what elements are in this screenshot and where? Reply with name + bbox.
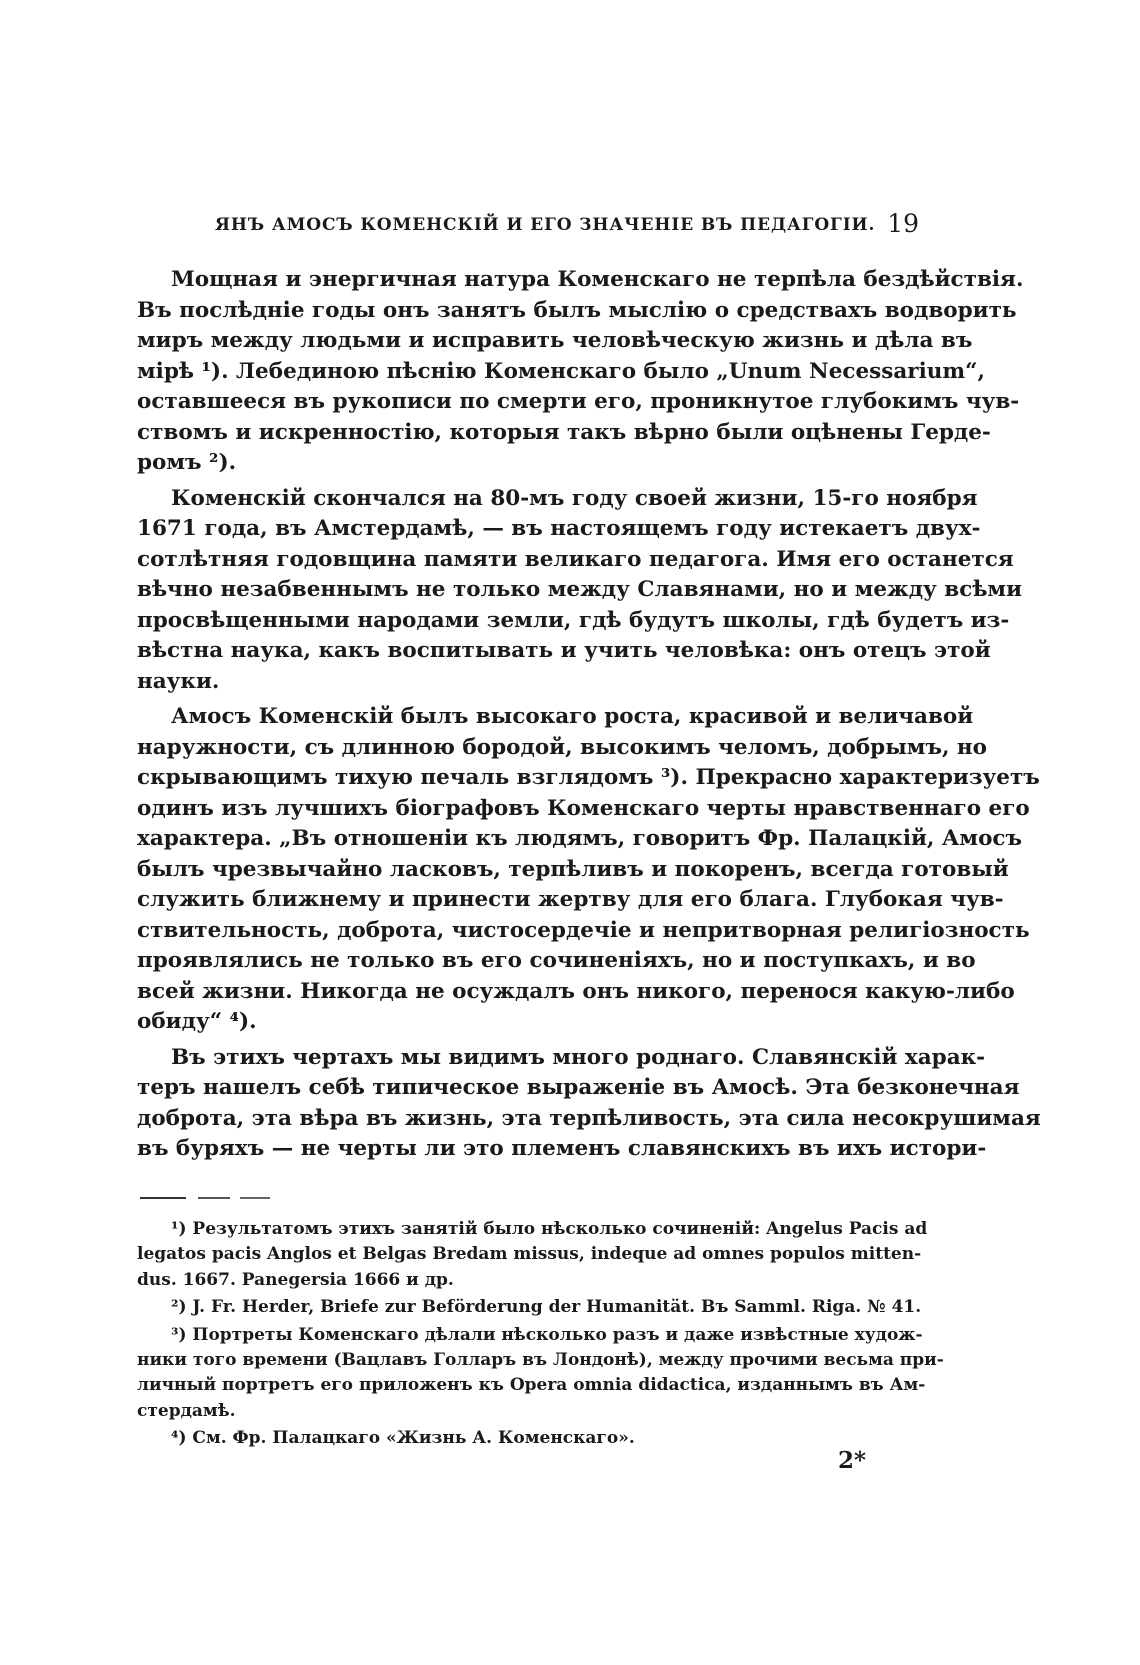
text-line: Мощная и энергичная натура Коменскаго не терпѣла бездѣйствія. [171, 267, 1024, 292]
footnote [137, 1323, 944, 1425]
paragraph [137, 1043, 1041, 1165]
paragraph [137, 265, 1024, 479]
page-number: 19 [887, 209, 919, 238]
footnote-line: ³) Портреты Коменскаго дѣлали нѣсколько разъ и даже извѣстные худож- [171, 1324, 923, 1345]
footnote-line: ⁴) См. Фр. Палацкаго «Жизнь А. Коменскаго». [171, 1428, 635, 1449]
text-line: ствомъ и искренностію, которыя такъ вѣрно были оцѣнены Гердe- [137, 419, 991, 445]
text-line: ромъ ²). [137, 450, 237, 475]
footnote-line: ¹) Результатомъ этихъ занятій было нѣсколько сочиненій: Angelus Pacis ad [171, 1219, 928, 1239]
page-header [181, 211, 919, 241]
text-line: одинъ изъ лучшихъ біографовъ Коменскаго черты нравственнаго его [137, 795, 1030, 821]
text-line: науки. [137, 668, 220, 694]
footnote-line: dus. 1667. Panegersia 1666 и др. [137, 1269, 454, 1290]
text-line: вѣстна наука, какъ воспитывать и учить человѣка: онъ отецъ этой [137, 638, 991, 663]
text-line: оставшееся въ рукописи по смерти его, проникнутое глубокимъ чув- [137, 389, 1020, 414]
text-line: характера. „Въ отношеніи къ людямъ, говоритъ Фр. Палацкій, Амосъ [137, 826, 1023, 851]
text-line: всей жизни. Никогда не осуждалъ онъ никого, перенося какую-либо [137, 978, 1015, 1004]
text-line: скрывающимъ тихую печаль взглядомъ ³). Прекрасно характеризуетъ [137, 765, 1040, 790]
text-line: вѣчно незабвеннымъ не только между Славянами, но и между всѣми [137, 577, 1023, 602]
footnote-line: личный портретъ его приложенъ къ Opera omnia didactica, изданнымъ въ Ам- [137, 1375, 926, 1396]
paragraph [137, 484, 1023, 698]
running-title: ЯНЪ АМОСЪ КОМЕНСКІЙ И ЕГО ЗНАЧЕНІЕ ВЪ ПЕДАГОГІИ. [215, 215, 876, 235]
text-line: сотлѣтняя годовщина памяти великаго педагога. Имя его останется [137, 546, 1014, 572]
text-line: 1671 года, въ Амстердамѣ, — въ настоящемъ году истекаетъ двух- [137, 516, 981, 541]
text-line: мірѣ ¹). Лебединою пѣснію Коменскаго было „Unum Necessarium“, [137, 358, 986, 384]
text-line: былъ чрезвычайно ласковъ, терпѣливъ и покоренъ, всегда готовый [137, 856, 1009, 882]
footnote-line: ники того времени (Вацлавъ Голларъ въ Лондонѣ), между прочими весьма при- [137, 1350, 944, 1371]
text-line: проявлялись не только въ его сочиненіяхъ, но и поступкахъ, и во [137, 948, 976, 973]
text-line: Амосъ Коменскій былъ высокаго роста, красивой и величавой [171, 704, 974, 729]
text-line: Коменскій скончался на 80-мъ году своей жизни, 15-го ноября [171, 485, 978, 511]
text-line: обиду“ ⁴). [137, 1009, 257, 1034]
text-line: доброта, эта вѣра въ жизнь, эта терпѣливость, эта сила несокрушимая [137, 1105, 1041, 1131]
footnote-separator [140, 1197, 310, 1199]
footnote-line: стердамѣ. [137, 1400, 236, 1421]
text-line: въ буряхъ — не черты ли это племенъ славянскихъ въ ихъ истори- [137, 1136, 987, 1161]
footnote [137, 1426, 921, 1451]
footnote-line: ²) J. Fr. Herder, Briefe zur Beförderung der Humanität. Въ Samml. Riga. № 41. [171, 1297, 922, 1318]
text-line: теръ нашелъ себѣ типическое выраженіе въ Амосѣ. Эта безконечная [137, 1075, 1020, 1100]
text-line: просвѣщенными народами земли, гдѣ будутъ школы, гдѣ будетъ из- [137, 607, 1010, 633]
footnote [137, 1295, 921, 1320]
text-line: наружности, съ длинною бородой, высокимъ челомъ, добрымъ, но [137, 734, 987, 760]
text-line: Въ послѣдніе годы онъ занятъ былъ мыслію о средствахъ водворить [137, 297, 1017, 323]
text-line: Въ этихъ чертахъ мы видимъ много роднаго. Славянскій харак- [171, 1044, 986, 1070]
footnote-line: legatos pacis Anglos et Belgas Bredam missus, indeque ad omnes populos mitten- [137, 1244, 922, 1265]
footnote [137, 1217, 928, 1293]
main-text [137, 265, 1041, 1165]
signature-mark: 2* [838, 1447, 867, 1474]
paragraph [137, 702, 1040, 1038]
text-line: служить ближнему и принести жертву для его блага. Глубокая чув- [137, 887, 1004, 912]
footnotes [137, 1217, 944, 1452]
text-line: миръ между людьми и исправить человѣческую жизнь и дѣла въ [137, 328, 973, 353]
text-line: ствительность, доброта, чистосердечіе и непритворная религіозность [137, 917, 1030, 943]
